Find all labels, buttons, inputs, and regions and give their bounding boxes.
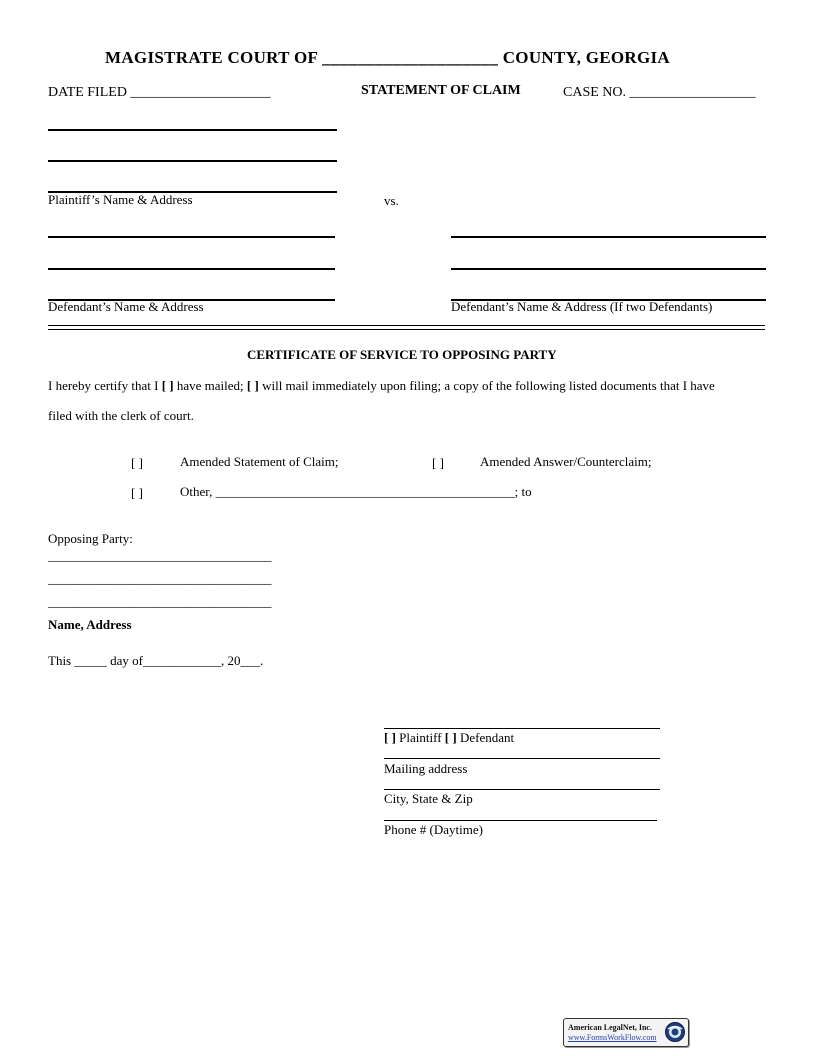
- certificate-title: CERTIFICATE OF SERVICE TO OPPOSING PARTY: [247, 347, 557, 362]
- date-line: [48, 653, 263, 669]
- date-text-4: .: [259, 653, 264, 668]
- plaintiff-line-2[interactable]: [48, 160, 337, 162]
- certify-text-2: have mailed;: [176, 378, 244, 393]
- mailed-checkbox[interactable]: [ ]: [161, 378, 174, 393]
- opposing-line-2[interactable]: ____________________________________: [48, 571, 272, 586]
- defendant2-line-1[interactable]: [451, 236, 766, 238]
- defendant-line-2[interactable]: [48, 268, 335, 270]
- globe-icon: [664, 1021, 686, 1048]
- defendant2-line-2[interactable]: [451, 268, 766, 270]
- other-label: Other,: [180, 484, 213, 499]
- will-mail-checkbox[interactable]: [ ]: [246, 378, 259, 393]
- phone-line[interactable]: [384, 820, 657, 821]
- county-blank[interactable]: ____________________: [322, 48, 499, 67]
- logo-company-name: American LegalNet, Inc.: [568, 1023, 652, 1032]
- defendant-option-label: Defendant: [459, 730, 515, 745]
- date-text-2: day of: [110, 653, 143, 668]
- plaintiff-option-label: Plaintiff: [399, 730, 442, 745]
- other-row: [180, 484, 532, 500]
- vs-label: vs.: [384, 193, 399, 208]
- other-checkbox[interactable]: [ ]: [131, 485, 143, 500]
- amended-answer-checkbox[interactable]: [ ]: [432, 455, 444, 470]
- court-title-right: COUNTY, GEORGIA: [502, 48, 671, 67]
- defendant-line-1[interactable]: [48, 236, 335, 238]
- month-blank[interactable]: ____________: [142, 653, 221, 668]
- amended-statement-label: Amended Statement of Claim;: [180, 454, 339, 469]
- statement-title: STATEMENT OF CLAIM: [361, 83, 521, 98]
- american-legalnet-logo: [563, 1018, 689, 1047]
- certify-text-3: will mail immediately upon filing; a copy of the following listed documents that I have: [262, 378, 715, 393]
- other-blank[interactable]: ______________________________________________: [215, 484, 515, 499]
- court-title: [105, 48, 670, 68]
- city-state-zip-line[interactable]: [384, 789, 660, 790]
- case-no-row: [563, 85, 756, 101]
- date-text-1: This: [48, 653, 72, 668]
- signature-line[interactable]: [384, 728, 660, 729]
- plaintiff-line-1[interactable]: [48, 129, 337, 131]
- amended-answer-label: Amended Answer/Counterclaim;: [480, 454, 652, 469]
- city-state-zip-label: City, State & Zip: [384, 791, 473, 806]
- year-blank[interactable]: ___: [240, 653, 260, 668]
- party-type-row: [384, 730, 514, 746]
- date-filed-row: [48, 85, 270, 101]
- date-filed-blank[interactable]: ____________________: [130, 85, 271, 100]
- certify-paragraph-line1: [48, 378, 715, 394]
- court-title-left: MAGISTRATE COURT OF: [105, 48, 318, 67]
- defendant-label: Defendant’s Name & Address: [48, 299, 204, 314]
- certify-paragraph-line2: filed with the clerk of court.: [48, 408, 194, 423]
- opposing-line-1[interactable]: ____________________________________: [48, 548, 272, 563]
- separator-top: [48, 325, 765, 326]
- date-text-3: , 20: [220, 653, 241, 668]
- date-filed-label: DATE FILED: [48, 85, 127, 100]
- opposing-line-3[interactable]: ____________________________________: [48, 594, 272, 609]
- case-no-label: CASE NO.: [563, 85, 627, 100]
- plaintiff-checkbox[interactable]: [ ]: [384, 730, 396, 745]
- mailing-address-label: Mailing address: [384, 761, 468, 776]
- amended-statement-checkbox[interactable]: [ ]: [131, 455, 143, 470]
- defendant-checkbox[interactable]: [ ]: [444, 730, 457, 745]
- day-blank[interactable]: _____: [74, 653, 107, 668]
- mailing-address-line[interactable]: [384, 758, 660, 759]
- opposing-party-label: Opposing Party:: [48, 531, 133, 546]
- plaintiff-label: Plaintiff’s Name & Address: [48, 192, 193, 207]
- case-no-blank[interactable]: __________________: [629, 85, 756, 100]
- other-suffix: ; to: [514, 484, 532, 499]
- phone-label: Phone # (Daytime): [384, 822, 483, 837]
- separator-bottom: [48, 329, 765, 330]
- name-address-label: Name, Address: [48, 617, 132, 632]
- defendant2-label: Defendant’s Name & Address (If two Defendants): [451, 299, 713, 314]
- logo-url-link[interactable]: www.FormsWorkFlow.com: [568, 1033, 657, 1042]
- certify-text-1: I hereby certify that I: [48, 378, 159, 393]
